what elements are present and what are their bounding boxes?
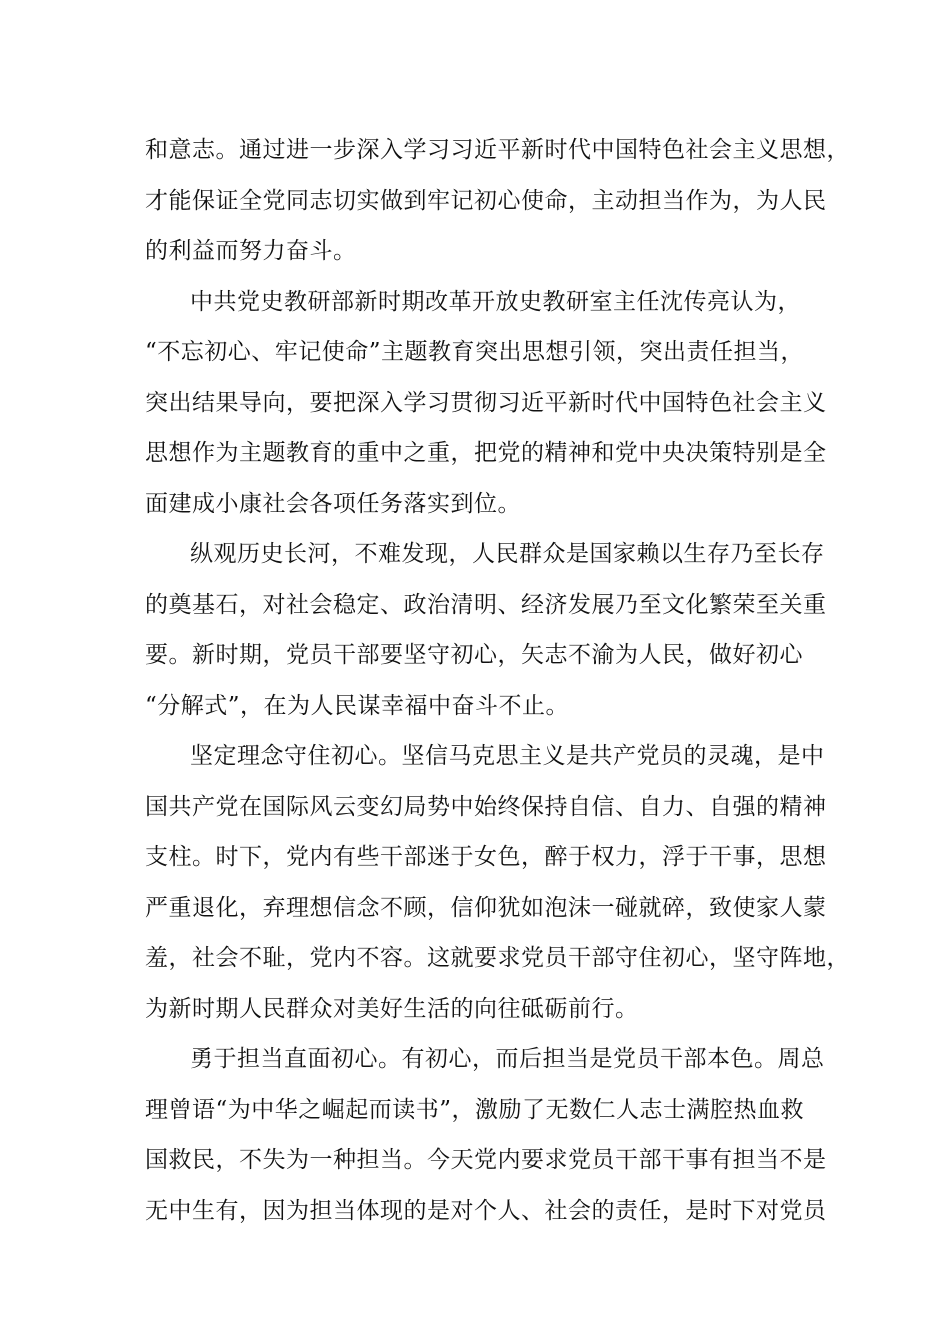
text-line: 面建成小康社会各项任务落实到位。 xyxy=(145,491,521,517)
text-line: 和意志。通过进一步深入学习习近平新时代中国特色社会主义思想， xyxy=(145,137,850,163)
text-line: 理曾语“为中华之崛起而读书”，激励了无数仁人志士满腔热血救 xyxy=(145,1097,805,1123)
text-line: “分解式”，在为人民谋幸福中奋斗不止。 xyxy=(145,693,570,719)
text-line: 勇于担当直面初心。有初心，而后担当是党员干部本色。周总 xyxy=(190,1046,825,1072)
text-line: 的利益而努力奋斗。 xyxy=(145,238,357,264)
text-line: 严重退化，弃理想信念不顾，信仰犹如泡沫一碰就碎，致使家人蒙 xyxy=(145,895,827,921)
text-line: “不忘初心、牢记使命”主题教育突出思想引领，突出责任担当， xyxy=(145,339,805,365)
text-line: 要。新时期，党员干部要坚守初心，矢志不渝为人民，做好初心 xyxy=(145,642,803,668)
text-line: 无中生有，因为担当体现的是对个人、社会的责任，是时下对党员 xyxy=(145,1198,827,1224)
text-line: 的奠基石，对社会稳定、政治清明、经济发展乃至文化繁荣至关重 xyxy=(145,592,827,618)
text-line: 思想作为主题教育的重中之重，把党的精神和党中央决策特别是全 xyxy=(145,440,827,466)
text-line: 纵观历史长河，不难发现，人民群众是国家赖以生存乃至长存 xyxy=(190,541,825,567)
text-line: 中共党史教研部新时期改革开放史教研室主任沈传亮认为， xyxy=(190,289,801,315)
text-line: 突出结果导向，要把深入学习贯彻习近平新时代中国特色社会主义 xyxy=(145,390,827,416)
text-line: 羞，社会不耻，党内不容。这就要求党员干部守住初心，坚守阵地， xyxy=(145,945,850,971)
text-line: 支柱。时下，党内有些干部迷于女色，醉于权力，浮于干事，思想 xyxy=(145,844,827,870)
text-line: 为新时期人民群众对美好生活的向往砥砺前行。 xyxy=(145,996,639,1022)
text-line: 坚定理念守住初心。坚信马克思主义是共产党员的灵魂，是中 xyxy=(190,743,825,769)
text-line: 才能保证全党同志切实做到牢记初心使命，主动担当作为，为人民 xyxy=(145,188,827,214)
text-line: 国救民，不失为一种担当。今天党内要求党员干部干事有担当不是 xyxy=(145,1147,827,1173)
text-line: 国共产党在国际风云变幻局势中始终保持自信、自力、自强的精神 xyxy=(145,794,827,820)
